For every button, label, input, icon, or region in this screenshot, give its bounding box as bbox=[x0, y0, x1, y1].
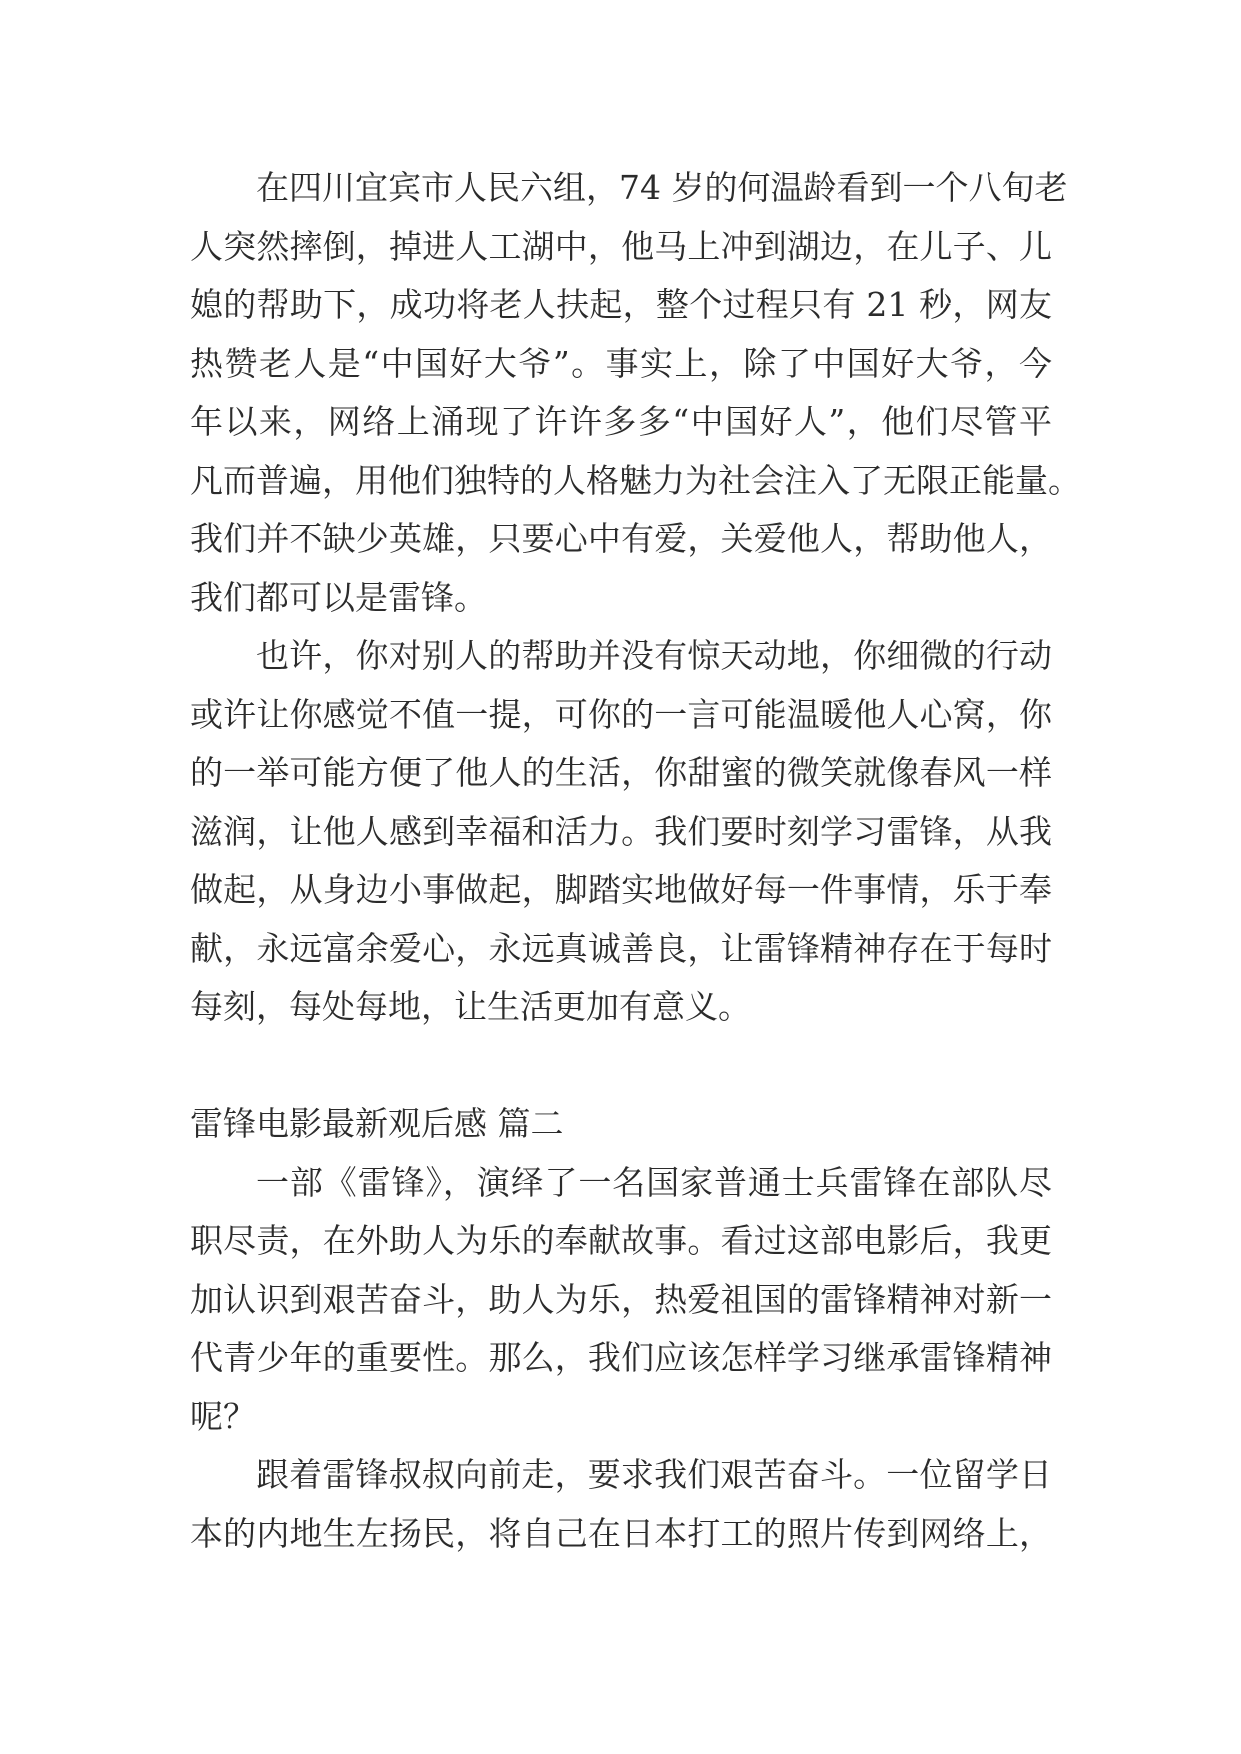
paragraph-line: 人突然摔倒，掉进人工湖中，他马上冲到湖边，在儿子、儿 bbox=[190, 226, 1052, 266]
paragraph-line: 年以来，网络上涌现了许许多多“中国好人”，他们尽管平 bbox=[190, 402, 1052, 441]
paragraph-1 bbox=[190, 159, 1081, 627]
paragraph-line: 献，永远富余爱心，永远真诚善良，让雷锋精神存在于每时 bbox=[190, 928, 1052, 968]
paragraph-line: 热赞老人是“中国好大爷”。事实上，除了中国好大爷，今 bbox=[190, 343, 1052, 383]
paragraph-line: 代青少年的重要性。那么，我们应该怎样学习继承雷锋精神 bbox=[190, 1338, 1052, 1377]
section-paragraph-2 bbox=[190, 1446, 1052, 1563]
paragraph-line: 媳的帮助下，成功将老人扶起，整个过程只有 21 秒，网友 bbox=[190, 285, 1052, 324]
paragraph-line: 或许让你感觉不值一提，可你的一言可能温暖他人心窝，你 bbox=[190, 694, 1052, 734]
paragraph-line: 也许，你对别人的帮助并没有惊天动地，你细微的行动 bbox=[256, 636, 1052, 675]
paragraph-line: 本的内地生左扬民，将自己在日本打工的照片传到网络上， bbox=[190, 1513, 1052, 1553]
paragraph-line: 跟着雷锋叔叔向前走，要求我们艰苦奋斗。一位留学日 bbox=[256, 1455, 1052, 1494]
paragraph-line: 做起，从身边小事做起，脚踏实地做好每一件事情，乐于奉 bbox=[190, 870, 1052, 909]
paragraph-line: 我们都可以是雷锋。 bbox=[190, 577, 487, 617]
paragraph-line: 滋润，让他人感到幸福和活力。我们要时刻学习雷锋，从我 bbox=[190, 811, 1052, 851]
paragraph-line: 加认识到艰苦奋斗，助人为乐，热爱祖国的雷锋精神对新一 bbox=[190, 1279, 1052, 1319]
paragraph-2 bbox=[190, 627, 1052, 1037]
paragraph-line: 每刻，每处每地，让生活更加有意义。 bbox=[190, 987, 751, 1026]
paragraph-line: 凡而普遍，用他们独特的人格魅力为社会注入了无限正能量。 bbox=[190, 460, 1081, 500]
section-paragraph-1 bbox=[190, 1154, 1052, 1447]
paragraph-line: 呢？ bbox=[190, 1396, 256, 1436]
document-body bbox=[190, 159, 1081, 1563]
paragraph-line: 在四川宜宾市人民六组，74 岁的何温龄看到一个八旬老 bbox=[256, 168, 1068, 207]
paragraph-line: 一部《雷锋》，演绎了一名国家普通士兵雷锋在部队尽 bbox=[256, 1162, 1052, 1202]
paragraph-line: 的一举可能方便了他人的生活，你甜蜜的微笑就像春风一样 bbox=[190, 753, 1052, 792]
paragraph-line: 我们并不缺少英雄，只要心中有爱，关爱他人，帮助他人， bbox=[190, 519, 1052, 558]
paragraph-line: 职尽责，在外助人为乐的奉献故事。看过这部电影后，我更 bbox=[190, 1221, 1052, 1260]
section-title: 雷锋电影最新观后感 篇二 bbox=[190, 1104, 564, 1143]
